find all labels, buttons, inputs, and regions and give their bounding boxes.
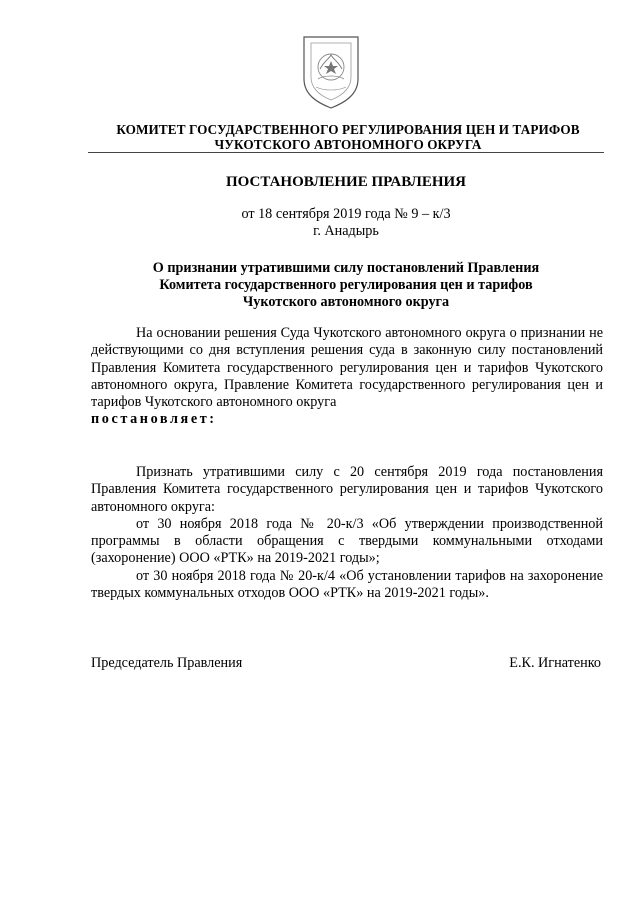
city: г. Анадырь [313,223,379,239]
subject-heading [88,260,604,311]
coat-of-arms-icon [296,33,366,111]
org-line-1: КОМИТЕТ ГОСУДАРСТВЕННОГО РЕГУЛИРОВАНИЯ ЦЕН И ТАРИФОВ [116,122,580,137]
resolution-item-2: от 30 ноября 2018 года № 20-к/4 «Об установлении тарифов на захоронение твердых коммунальных отходов ООО «РТК» на 2019-2021 годы». [91,567,603,602]
subject-line-1: О признании утратившими силу постановлений Правления [152,260,540,276]
document-title: ПОСТАНОВЛЕНИЕ ПРАВЛЕНИЯ [225,174,466,190]
resolution-intro: Признать утратившими силу с 20 сентября 2019 года постановления Правления Комитета государственного регулирования цен и тарифов Чукотского автономного округа: [91,464,603,515]
resolution-item-1: от 30 ноября 2018 года № 20-к/3 «Об утверждении производственной программы в области обращения с твердыми коммунальными отходами (захоронение) ООО «РТК» на 2019-2021 годы»; [91,515,603,567]
org-line-2: ЧУКОТСКОГО АВТОНОМНОГО ОКРУГА [214,137,482,152]
header-divider [88,152,604,153]
date-number: от 18 сентября 2019 года № 9 – к/3 [241,206,451,222]
subject-line-2: Комитета государственного регулирования цен и тарифов [159,277,533,293]
decree-word: постановляет: [91,411,217,428]
organization-header [88,122,608,152]
signatory-position: Председатель Правления [91,655,243,671]
signatory-name: Е.К. Игнатенко [509,655,601,671]
preamble-block [91,325,603,429]
subject-line-3: Чукотского автономного округа [242,294,450,310]
date-block [88,206,604,240]
resolution-block [91,464,603,602]
preamble-paragraph: На основании решения Суда Чукотского автономного округа о признании не действующими со дня вступления решения суда в законную силу постановлений Правления Комитета государственного регулирования цен и тарифов Чукотского автономного округа, Правление Комитета государственного регулирования цен и тарифов Чукотского автономного округа [91,325,603,411]
